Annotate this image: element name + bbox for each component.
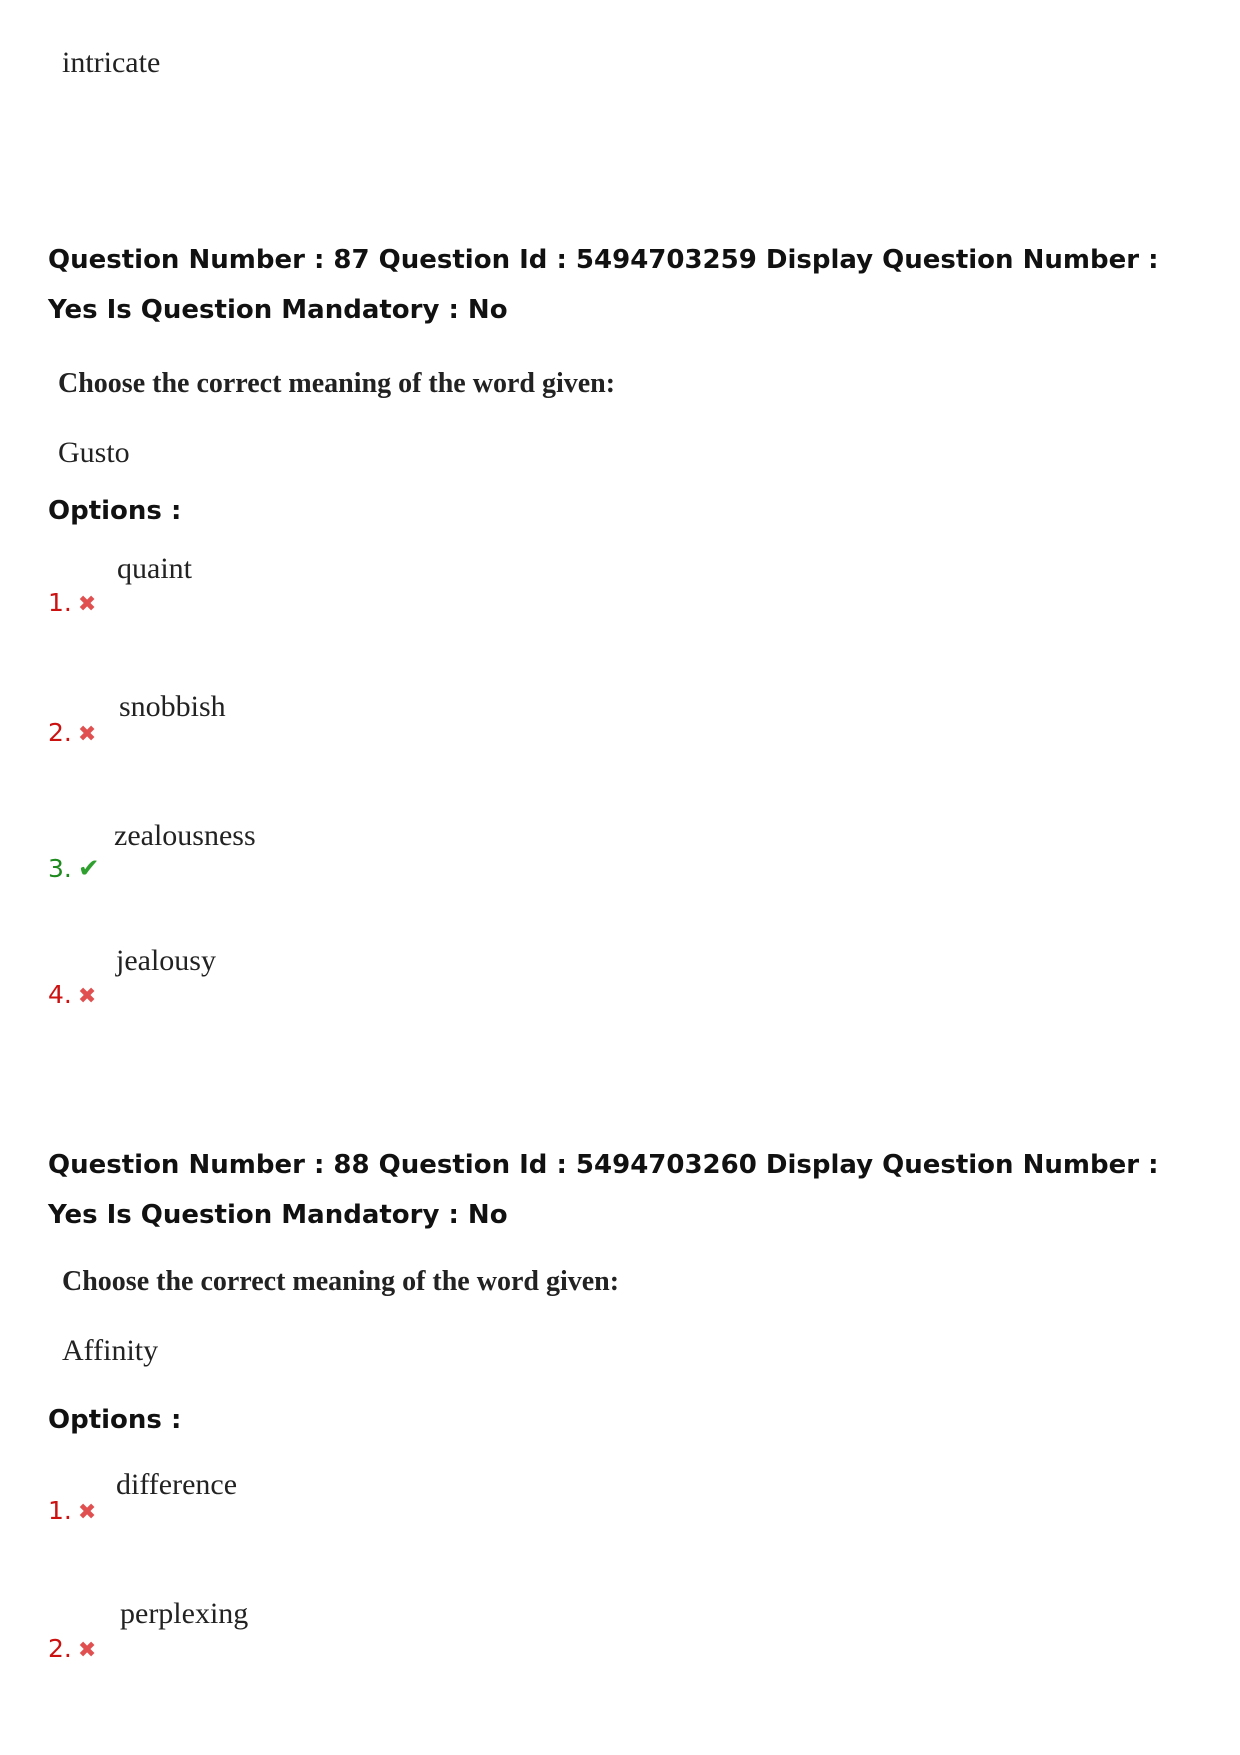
question-header: Question Number : 88 Question Id : 5494703260 Display Question Number : Yes Is Question Mandatory : No <box>48 1150 1159 1230</box>
option-text: difference <box>116 1468 238 1501</box>
option-text: zealousness <box>114 819 256 852</box>
option-number: 2. ✖ <box>48 718 97 747</box>
option-number: 1. ✖ <box>48 588 97 617</box>
options-label: Options : <box>48 496 182 526</box>
wrong-mark-icon: ✖ <box>77 1500 97 1525</box>
option-text: jealousy <box>116 944 216 977</box>
option-text: perplexing <box>120 1597 249 1630</box>
wrong-mark-icon: ✖ <box>77 984 97 1009</box>
carryover-option-text: intricate <box>62 46 161 79</box>
option-number: 3. ✔ <box>48 854 100 884</box>
option-number: 4. ✖ <box>48 980 97 1009</box>
question-prompt: Choose the correct meaning of the word given: <box>58 368 616 399</box>
options-label: Options : <box>48 1405 182 1435</box>
question-word: Gusto <box>58 436 130 469</box>
wrong-mark-icon: ✖ <box>77 722 97 747</box>
wrong-mark-icon: ✖ <box>77 1638 97 1663</box>
option-text: snobbish <box>119 690 226 723</box>
question-header: Question Number : 87 Question Id : 5494703259 Display Question Number : Yes Is Question Mandatory : No <box>48 245 1159 325</box>
question-prompt: Choose the correct meaning of the word given: <box>62 1266 620 1297</box>
wrong-mark-icon: ✖ <box>77 592 97 617</box>
correct-check-icon: ✔ <box>77 854 100 884</box>
option-number: 2. ✖ <box>48 1634 97 1663</box>
question-word: Affinity <box>62 1334 159 1367</box>
option-text: quaint <box>117 552 192 585</box>
option-number: 1. ✖ <box>48 1496 97 1525</box>
